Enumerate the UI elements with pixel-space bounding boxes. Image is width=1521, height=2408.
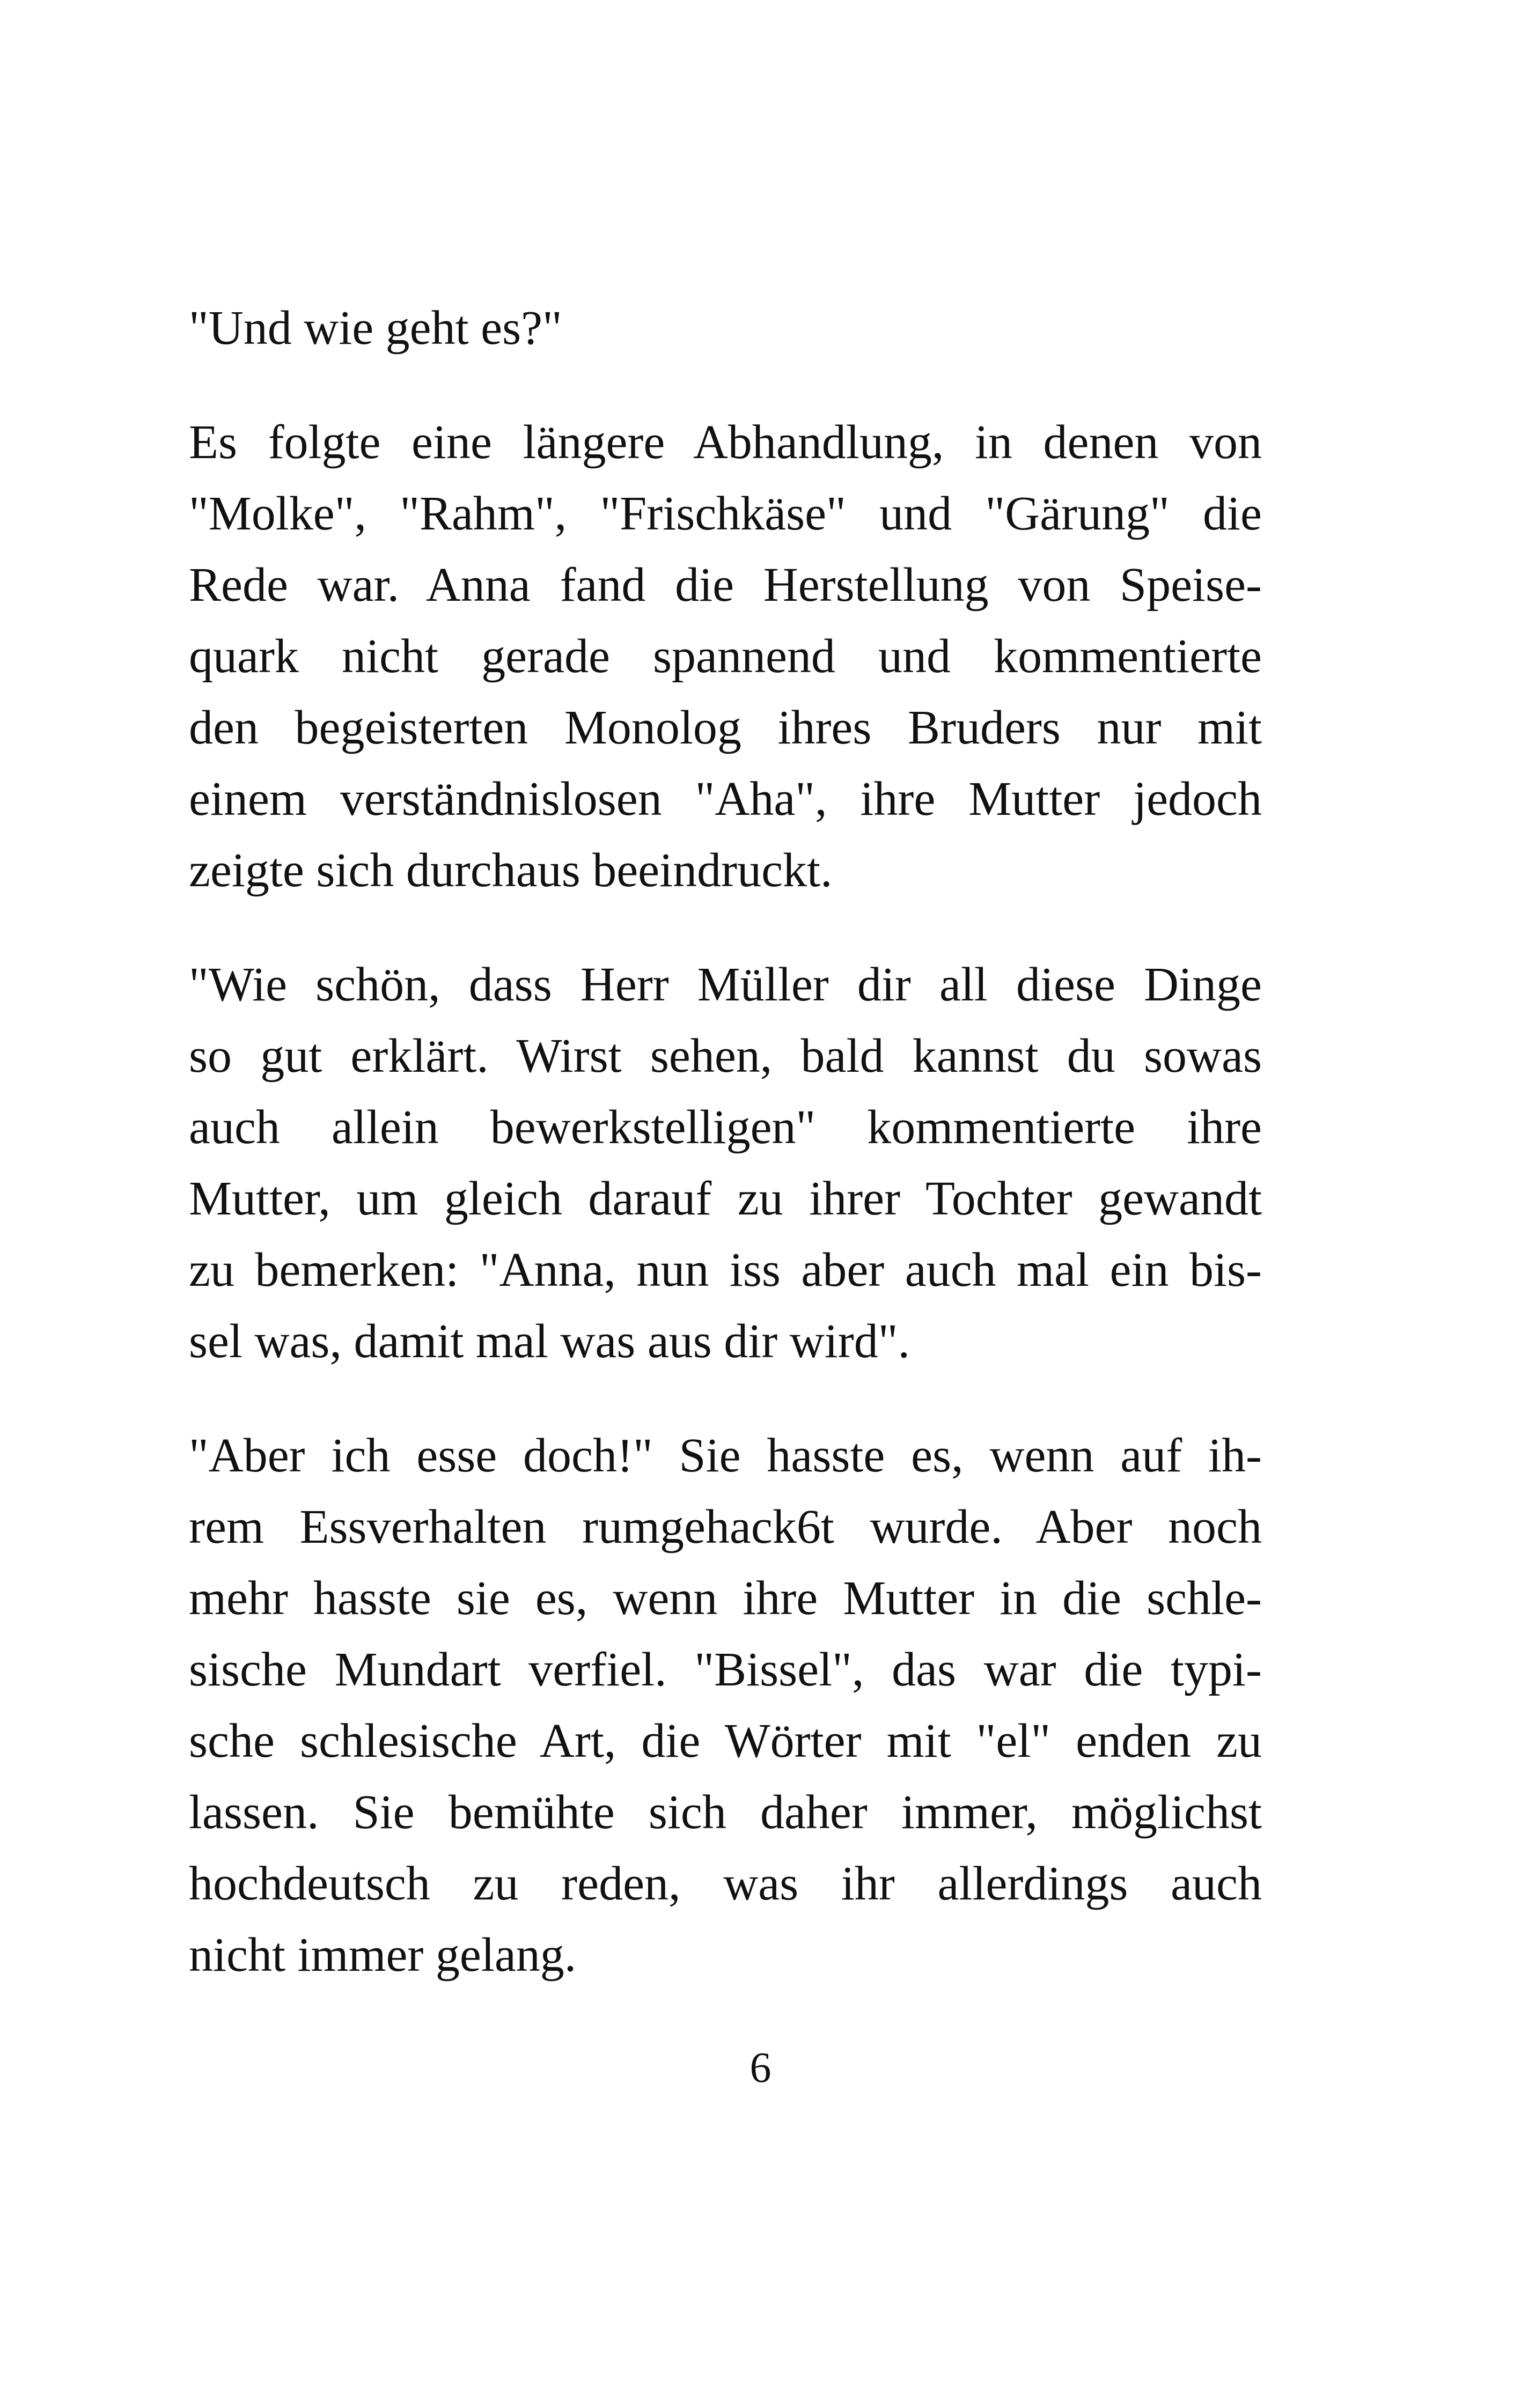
page-body <box>189 292 1262 1991</box>
text-line: zu bemerken: "Anna, nun iss aber auch mal ein bis- <box>189 1243 1262 1297</box>
text-line: sche schlesische Art, die Wörter mit "el" enden zu <box>189 1714 1262 1768</box>
text-line: hochdeutsch zu reden, was ihr allerdings auch <box>189 1857 1262 1910</box>
paragraph-4 <box>189 1420 1262 1991</box>
text-line: sische Mundart verfiel. "Bissel", das war die typi- <box>189 1643 1262 1696</box>
text-line: lassen. Sie bemühte sich daher immer, möglichst <box>189 1786 1262 1839</box>
text-line: "Aber ich esse doch!" Sie hasste es, wenn auf ih- <box>189 1429 1262 1482</box>
text-line: nicht immer gelang. <box>189 1928 577 1982</box>
text-line: auch allein bewerkstelligen" kommentierte ihre <box>189 1101 1262 1154</box>
text-line: "Wie schön, dass Herr Müller dir all diese Dinge <box>189 958 1262 1011</box>
text-line: Rede war. Anna fand die Herstellung von Speise- <box>189 558 1262 612</box>
text-line: den begeisterten Monolog ihres Bruders nur mit <box>189 701 1262 754</box>
text-line: "Und wie geht es?" <box>189 301 562 355</box>
paragraph-1 <box>189 292 1262 364</box>
page-number: 6 <box>750 2044 771 2092</box>
paragraph-3 <box>189 949 1262 1377</box>
text-line: quark nicht gerade spannend und kommentierte <box>189 630 1262 683</box>
text-line: mehr hasste sie es, wenn ihre Mutter in die schle- <box>189 1572 1262 1625</box>
text-line: Es folgte eine längere Abhandlung, in denen von <box>189 416 1262 469</box>
paragraph-2 <box>189 407 1262 906</box>
text-line: rem Essverhalten rumgehack6t wurde. Aber noch <box>189 1500 1262 1553</box>
text-line: sel was, damit mal was aus dir wird". <box>189 1315 910 1368</box>
text-line: Mutter, um gleich darauf zu ihrer Tochter gewandt <box>189 1172 1262 1225</box>
text-line: einem verständnislosen "Aha", ihre Mutter jedoch <box>189 772 1262 826</box>
text-line: zeigte sich durchaus beeindruckt. <box>189 844 833 897</box>
text-line: "Molke", "Rahm", "Frischkäse" und "Gärung" die <box>189 487 1262 540</box>
text-line: so gut erklärt. Wirst sehen, bald kannst du sowas <box>189 1029 1262 1083</box>
